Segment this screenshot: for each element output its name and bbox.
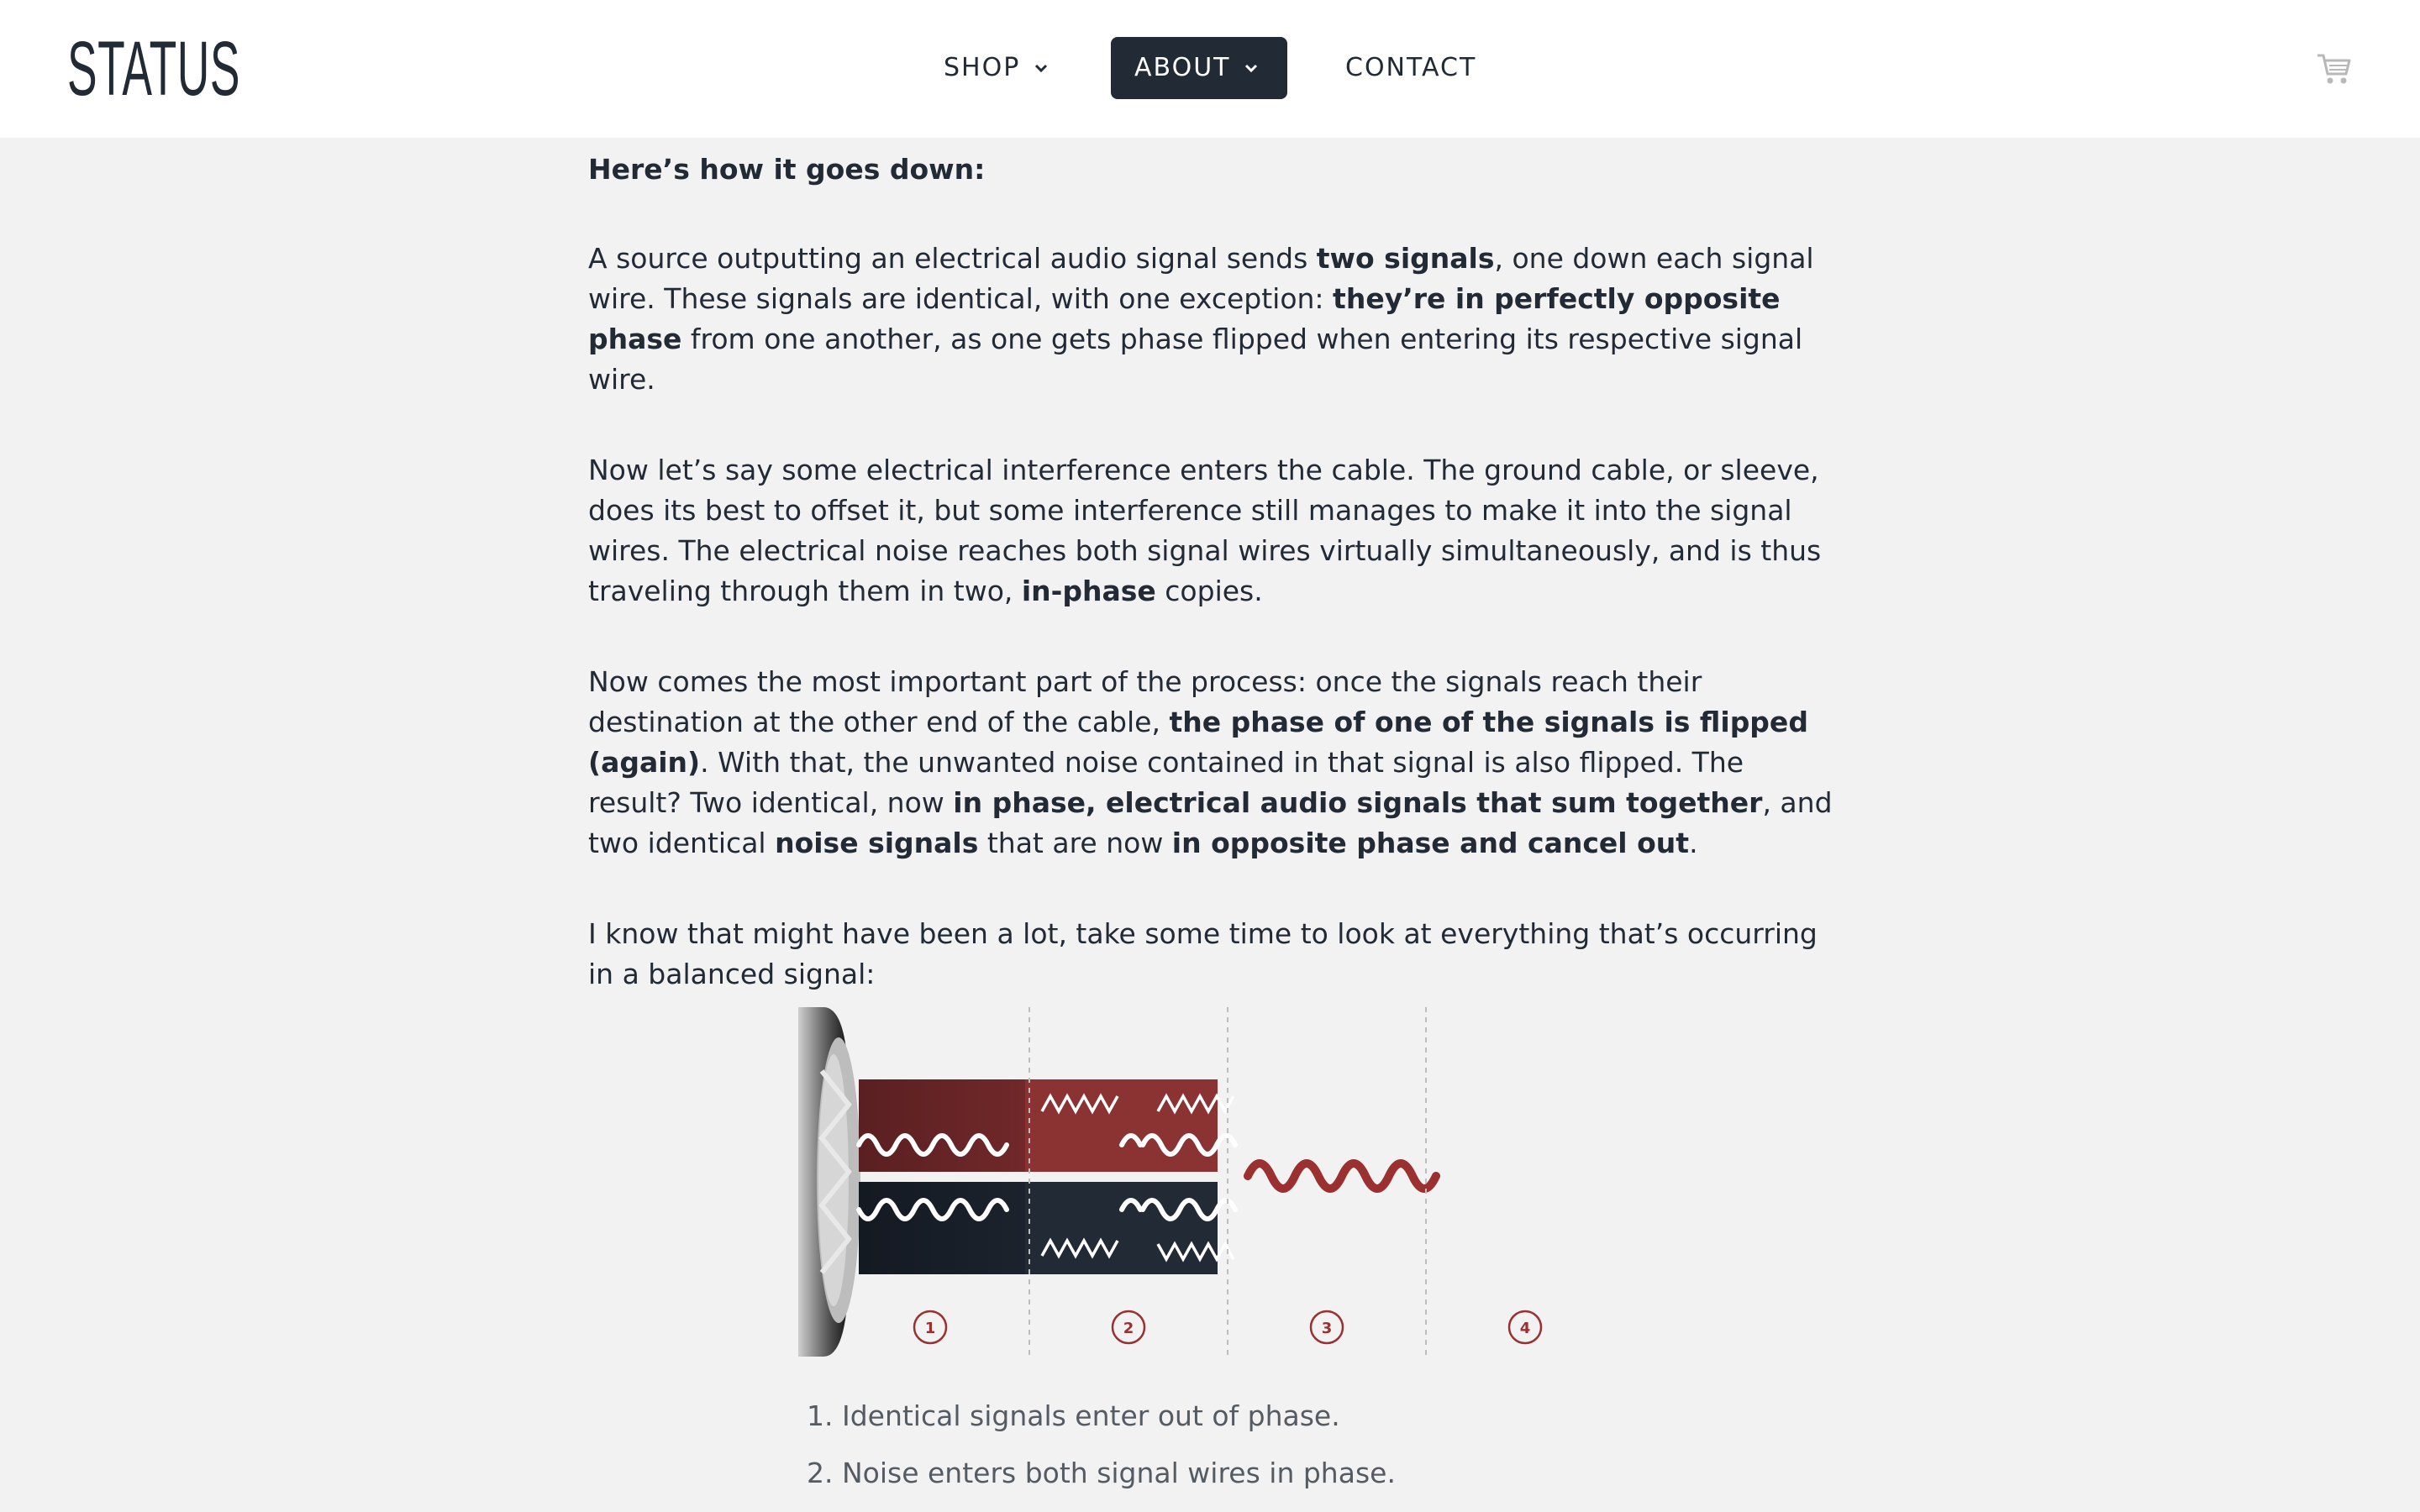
text-run: I know that might have been a lot, take some time to look at everything that’s occurring in a balanced signal:	[588, 917, 1818, 990]
output-signal-wave	[1248, 1163, 1436, 1189]
nav-about[interactable]	[1111, 37, 1287, 99]
stage-label-3: 3	[1321, 1320, 1333, 1337]
balanced-signal-diagram	[790, 1004, 1630, 1357]
text-run: that are now	[978, 827, 1172, 859]
text-run: A source outputting an electrical audio signal sends	[588, 242, 1317, 275]
bold-text: the phase of one of the signals is flipped (again)	[588, 706, 1808, 779]
stage-marker-1	[914, 1311, 946, 1343]
paragraph-1	[588, 239, 1840, 400]
text-run: copies.	[1155, 575, 1263, 607]
chevron-down-icon	[1032, 59, 1050, 77]
text-run: . With that, the unwanted noise contained in that signal is also flipped. The result? Two identical, now	[588, 746, 1744, 819]
paragraph-2	[588, 450, 1840, 612]
text-run: , and two identical	[588, 786, 1833, 859]
nav-about-label: ABOUT	[1134, 53, 1231, 82]
text-run: Now let’s say some electrical interference enters the cable. The ground cable, or sleeve, does its best to offset it, but some interference still manages to make it into the signal wires. The electrical noise reaches both signal wires virtually simultaneously, and is thus traveling through them in two,	[588, 454, 1822, 607]
signal-wires	[859, 1079, 1218, 1274]
main-nav	[0, 37, 2420, 99]
nav-shop-label: SHOP	[944, 53, 1021, 82]
nav-contact[interactable]	[1345, 37, 1476, 99]
stage-marker-2	[1113, 1311, 1144, 1343]
nav-shop[interactable]	[944, 37, 1050, 99]
site-logo[interactable]: STATUS	[67, 26, 241, 112]
bold-text: noise signals	[775, 827, 979, 859]
chevron-down-icon	[1242, 59, 1260, 77]
steps-list	[807, 1388, 1815, 1502]
list-item: 2. Noise enters both signal wires in phase.	[807, 1457, 1396, 1489]
bold-text: in-phase	[1021, 575, 1156, 607]
text-run: from one another, as one gets phase flipped when entering its respective signal wire.	[588, 323, 1803, 396]
stage-label-1: 1	[924, 1320, 936, 1337]
stage-marker-3	[1311, 1311, 1343, 1343]
text-run: .	[1689, 827, 1698, 859]
stage-label-2: 2	[1123, 1320, 1134, 1337]
stage-markers	[914, 1311, 1541, 1343]
text-run: Now comes the most important part of the process: once the signals reach their destination at the other end of the cable,	[588, 665, 1702, 738]
paragraph-4	[588, 914, 1840, 995]
article-body	[588, 150, 1840, 1045]
stage-label-4: 4	[1519, 1320, 1531, 1337]
cart-icon[interactable]	[2316, 50, 2353, 87]
site-header	[0, 0, 2420, 138]
text-run: , one down each signal wire. These signals are identical, with one exception:	[588, 242, 1814, 315]
bold-text: in opposite phase and cancel out	[1171, 827, 1690, 859]
cable-plug	[798, 1007, 860, 1357]
paragraph-3	[588, 662, 1840, 864]
stage-marker-4	[1509, 1311, 1541, 1343]
nav-contact-label: CONTACT	[1345, 53, 1477, 82]
intro-heading: Here’s how it goes down:	[588, 153, 986, 186]
bold-text: two signals	[1316, 242, 1495, 275]
list-item: 1. Identical signals enter out of phase.	[807, 1399, 1340, 1432]
bold-text: in phase, electrical audio signals that sum together	[953, 786, 1763, 819]
bold-text: they’re in perfectly opposite phase	[588, 282, 1781, 355]
